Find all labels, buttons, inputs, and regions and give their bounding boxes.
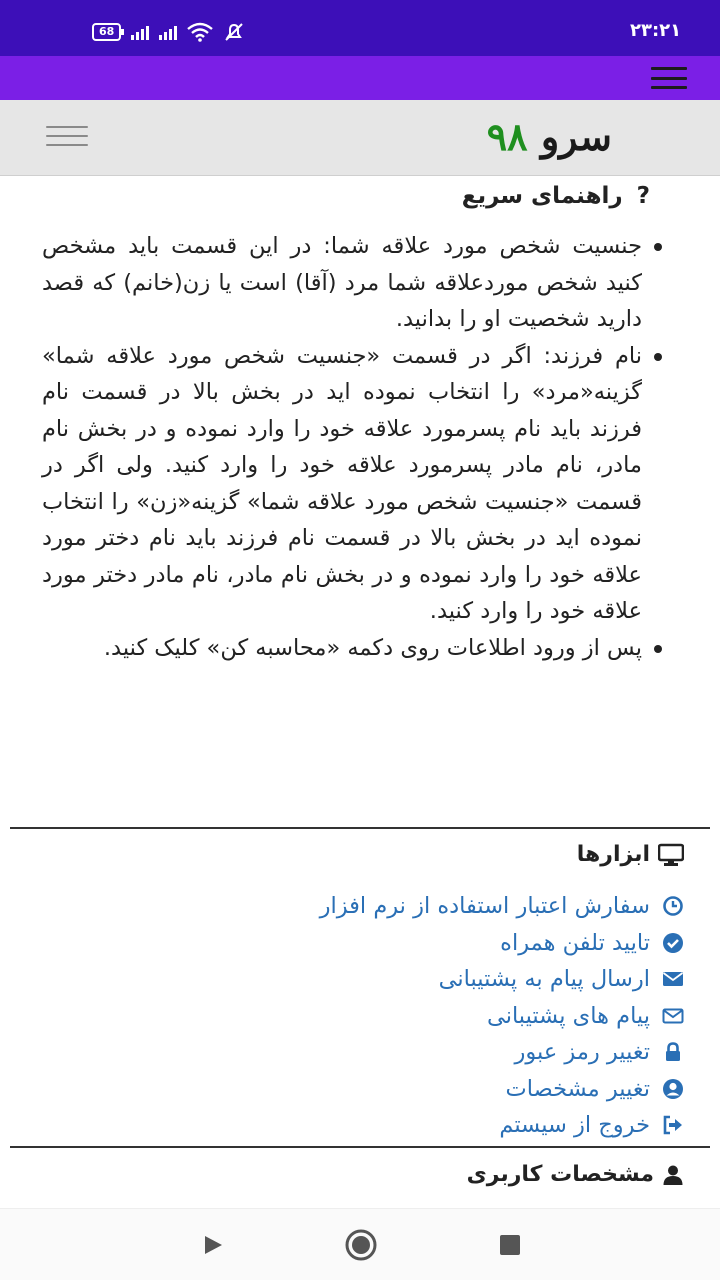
status-icons [92,22,245,42]
guide-item: جنسیت شخص مورد علاقه شما: در این قسمت باید مشخص کنید شخص موردعلاقه شما مرد (آقا) است یا زن(خانم) که قصد دارید شخصیت او را بدانید. [42,228,642,338]
home-button[interactable] [341,1229,381,1261]
navigation-bar [0,1208,720,1280]
guide-item: نام فرزند: اگر در قسمت «جنسیت شخص مورد علاقه شما» گزینه«مرد» را انتخاب نموده اید در بخش بالا در قسمت نام فرزند باید نام پسرمورد علاقه خود را وارد نموده و در بخش نام مادر، نام مادر پسرمورد علاقه خود را وارد کنید. ولی اگر در قسمت «جنسیت شخص مورد علاقه شما» گزینه«زن» را انتخاب نموده اید در بخش بالا در قسمت نام فرزند باید نام دختر مورد علاقه خود را وارد نموده و در بخش نام مادر، نام مادر دختر مورد علاقه خود را وارد کنید. [42,338,642,630]
tool-link-label: تغییر مشخصات [505,1075,650,1102]
guide-heading [462,183,650,209]
mute-icon [223,22,245,42]
menu-icon[interactable] [651,67,687,89]
battery-icon: 68 [92,23,121,41]
signal-icon [131,24,149,40]
user-circle-icon [662,1078,684,1100]
lock-icon [662,1041,684,1063]
tool-link-verify-phone[interactable] [320,925,684,962]
user-heading [467,1162,684,1187]
tool-link-logout[interactable] [320,1107,684,1144]
divider [10,827,710,829]
logo-number: ۹۸ [486,114,528,159]
home-icon [344,1228,378,1262]
signal-icon [159,24,177,40]
recents-button[interactable] [490,1229,530,1261]
tools-title: ابزارها [576,842,650,867]
clock: ۲۳:۲۱ [630,20,682,41]
hamburger-menu-icon[interactable] [46,126,88,146]
status-bar [0,0,720,56]
site-header [0,100,720,176]
clock-icon [662,895,684,917]
tool-link-label: تایید تلفن همراه [500,929,650,956]
check-circle-icon [662,932,684,954]
user-icon [662,1164,684,1186]
back-icon [202,1234,224,1256]
divider [10,1146,710,1148]
logo-text: سرو [540,114,612,159]
tools-list [320,888,684,1144]
tool-link-label: سفارش اعتبار استفاده از نرم افزار [319,893,650,920]
tool-link-label: خروج از سیستم [499,1112,650,1139]
desktop-icon [658,843,684,867]
app-bar [0,56,720,100]
sign-out-icon [662,1114,684,1136]
question-icon: ? [636,183,650,209]
recents-icon [499,1234,521,1256]
guide-list [42,228,642,666]
tool-link-label: تغییر رمز عبور [514,1039,650,1066]
tool-link-label: ارسال پیام به پشتیبانی [438,966,650,993]
envelope-outline-icon [662,1005,684,1027]
guide-item: پس از ورود اطلاعات روی دکمه «محاسبه کن» کلیک کنید. [42,630,642,667]
tools-heading [577,842,684,867]
logo[interactable] [487,114,612,159]
back-button[interactable] [193,1229,233,1261]
wifi-icon [187,22,213,42]
envelope-icon [662,968,684,990]
guide-title: راهنمای سریع [461,183,623,209]
tool-link-change-password[interactable] [320,1034,684,1071]
tool-link-label: پیام های پشتیبانی [486,1002,650,1029]
user-title: مشخصات کاربری [466,1162,654,1187]
tool-link-edit-profile[interactable] [320,1071,684,1108]
tool-link-support-messages[interactable] [320,998,684,1035]
tool-link-send-message[interactable] [320,961,684,998]
tool-link-order-credit[interactable] [320,888,684,925]
